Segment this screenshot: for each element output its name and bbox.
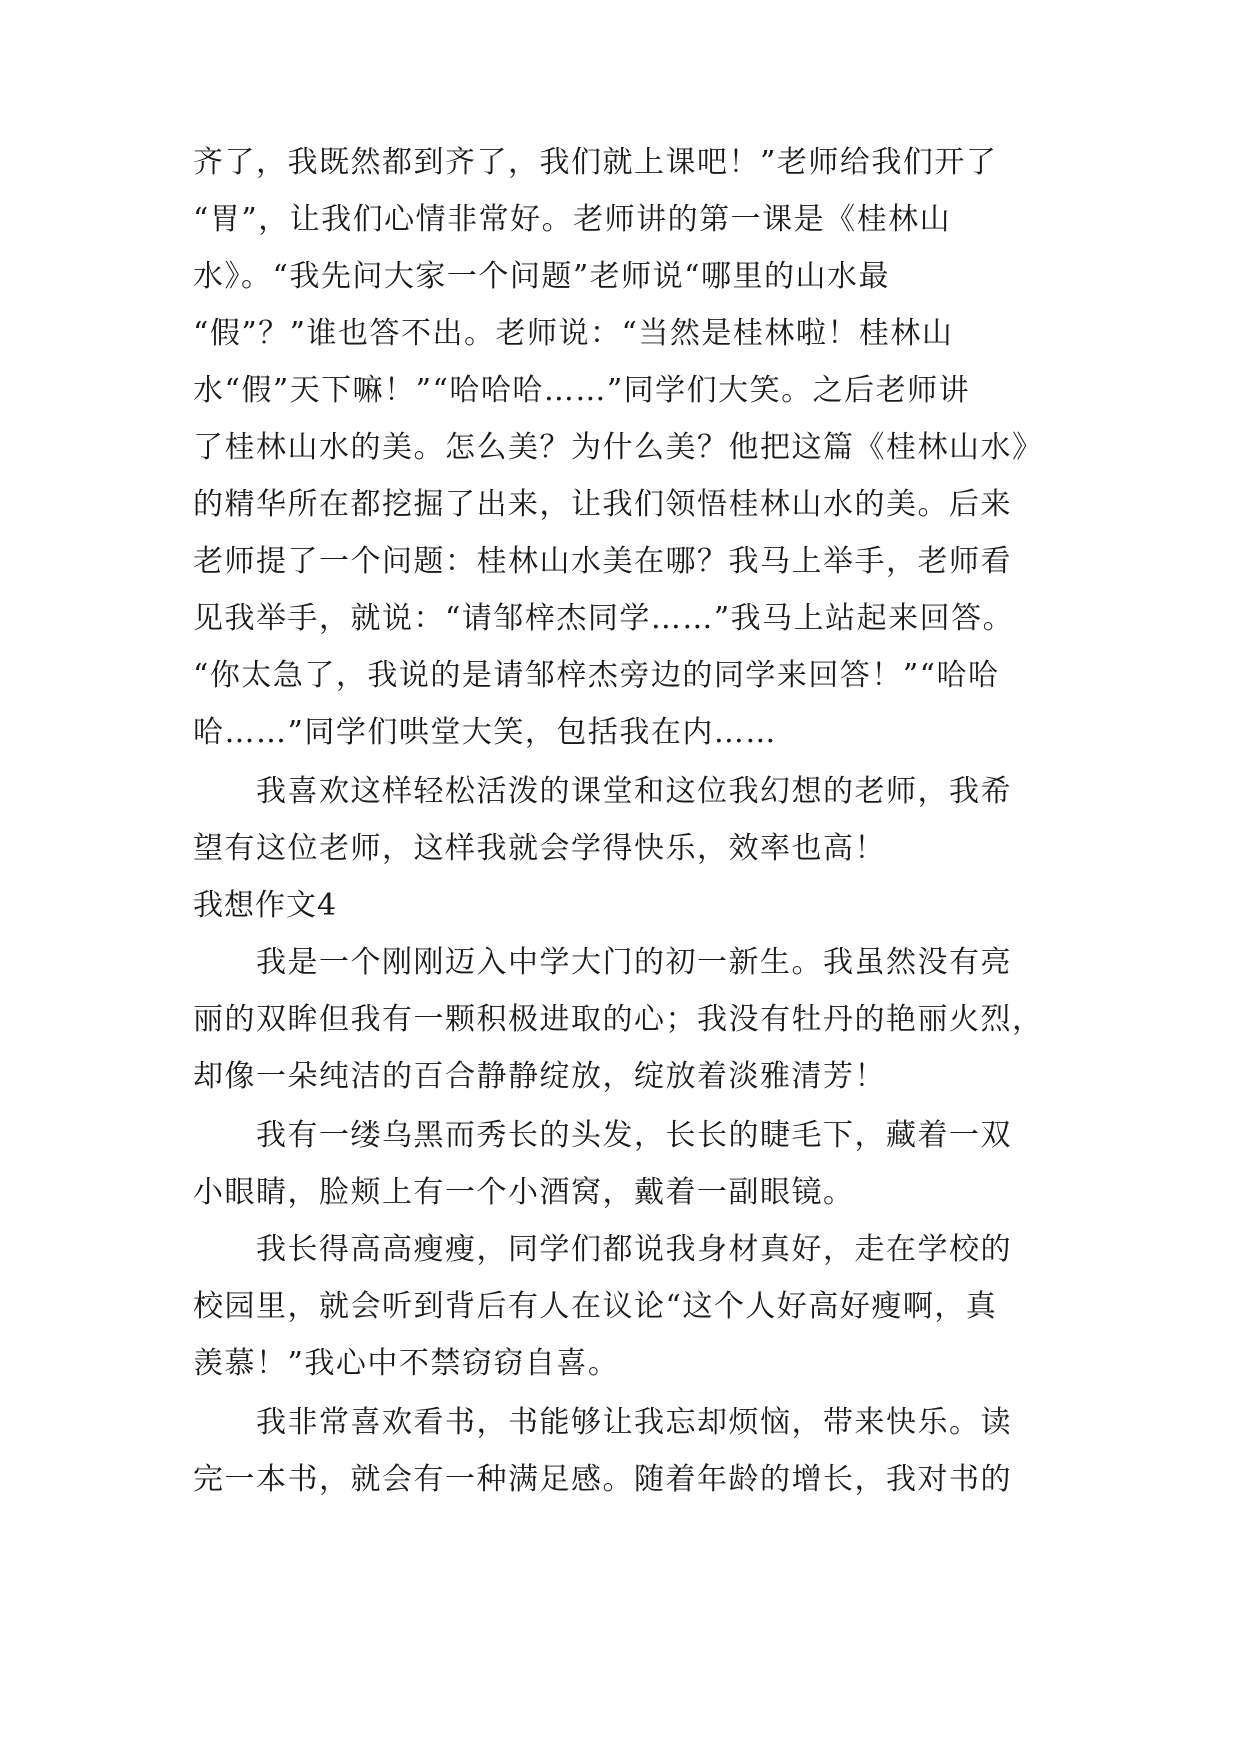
text-line: 完一本书，就会有一种满足感。随着年龄的增长，我对书的	[193, 1462, 1012, 1497]
text-line: “假”？”谁也答不出。老师说：“当然是桂林啦！桂林山	[193, 316, 954, 351]
text-line: 见我举手，就说：“请邹梓杰同学……”我马上站起来回答。	[193, 601, 1015, 636]
paragraph-start-line: 我有一缕乌黑而秀长的头发，长长的睫毛下，藏着一双	[256, 1118, 1012, 1153]
text-line: 羡慕！”我心中不禁窃窃自喜。	[193, 1346, 620, 1381]
section-heading: 我想作文4	[193, 888, 338, 923]
text-line: 哈……”同学们哄堂大笑，包括我在内……	[193, 715, 777, 750]
text-line: 了桂林山水的美。怎么美？为什么美？他把这篇《桂林山水》	[193, 430, 1044, 465]
text-line: 校园里，就会听到背后有人在议论“这个人好高好瘦啊，真	[193, 1289, 998, 1324]
text-line: 的精华所在都挖掘了出来，让我们领悟桂林山水的美。后来	[193, 487, 1012, 522]
text-line: 老师提了一个问题：桂林山水美在哪？我马上举手，老师看	[193, 544, 1012, 579]
text-line: 丽的双眸但我有一颗积极进取的心；我没有牡丹的艳丽火烈，	[193, 1002, 1044, 1037]
text-line: 却像一朵纯洁的百合静静绽放，绽放着淡雅清芳！	[193, 1059, 886, 1094]
paragraph-start-line: 我非常喜欢看书，书能够让我忘却烦恼，带来快乐。读	[256, 1405, 1012, 1440]
text-line: “你太急了，我说的是请邹梓杰旁边的同学来回答！”“哈哈	[193, 658, 1000, 693]
text-line: “胃”，让我们心情非常好。老师讲的第一课是《桂林山	[193, 202, 952, 237]
paragraph-start-line: 我是一个刚刚迈入中学大门的初一新生。我虽然没有亮	[256, 945, 1012, 980]
text-line: 水》。“我先问大家一个问题”老师说“哪里的山水最	[193, 259, 891, 294]
text-line: 小眼睛，脸颊上有一个小酒窝，戴着一副眼镜。	[193, 1175, 855, 1210]
paragraph-start-line: 我喜欢这样轻松活泼的课堂和这位我幻想的老师，我希	[256, 774, 1012, 809]
text-line: 水“假”天下嘛！”“哈哈哈……”同学们大笑。之后老师讲	[193, 373, 971, 408]
paragraph-start-line: 我长得高高瘦瘦，同学们都说我身材真好，走在学校的	[256, 1232, 1012, 1267]
text-line: 齐了，我既然都到齐了，我们就上课吧！”老师给我们开了	[193, 145, 998, 180]
text-line: 望有这位老师，这样我就会学得快乐，效率也高！	[193, 831, 886, 866]
